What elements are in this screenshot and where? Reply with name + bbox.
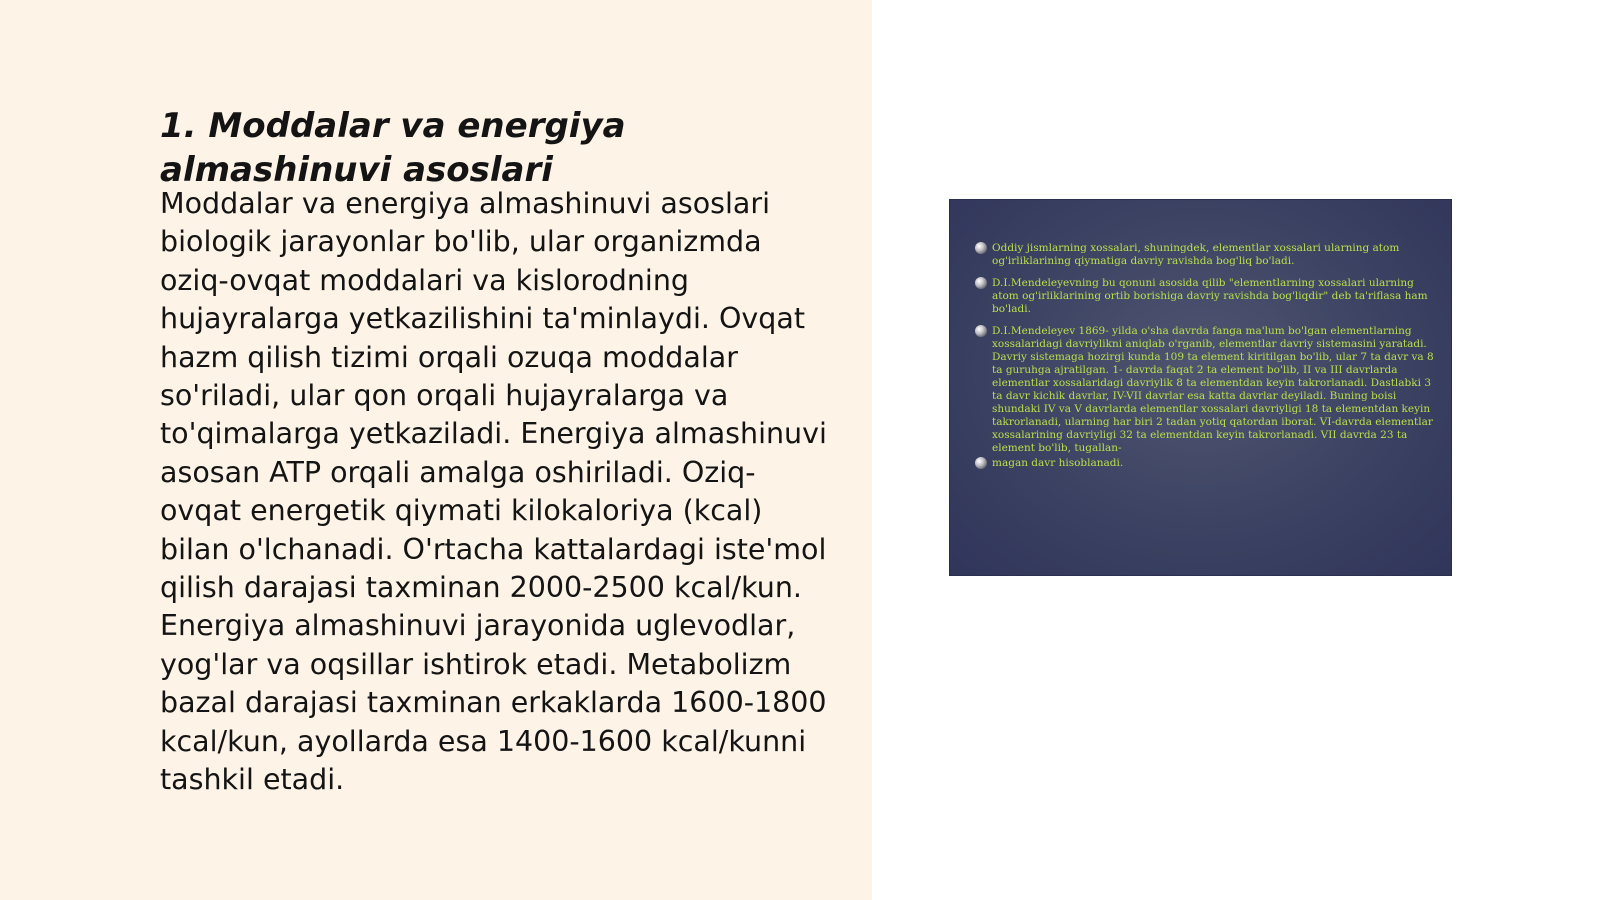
inset-bullet-text: magan davr hisoblanadi.: [992, 457, 1124, 469]
inset-image: [950, 200, 1451, 575]
slide-body-text: Moddalar va energiya almashinuvi asoslari biologik jarayonlar bo'lib, ular organizmda oziq-ovqat moddalari va kislorodning hujayralarga yetkazilishini ta'minlaydi. Ovqat hazm qilish tizimi orqali ozuqa moddalar so'riladi, ular qon orqali hujayralarga va to'qimalarga yetkaziladi. Energiya almashinuvi asosan ATP orqali amalga oshiriladi. Oziq-ovqat energetik qiymati kilokaloriya (kcal) bilan o'lchanadi. O'rtacha kattalardagi iste'mol qilish darajasi taxminan 2000-2500 kcal/kun. Energiya almashinuvi jarayonida uglevodlar, yog'lar va oqsillar ishtirok etadi. Metabolizm bazal darajasi taxminan erkaklarda 1600-1800 kcal/kun, ayollarda esa 1400-1600 kcal/kunni tashkil etadi.: [160, 187, 827, 797]
bullet-icon: [975, 457, 987, 469]
inset-bullet-item: [992, 325, 1440, 455]
inset-bullet-text: Oddiy jismlarning xossalari, shuningdek, elementlar xossalari ularning atom og'irliklarining qiymatiga davriy ravishda bog'liq bo'ladi.: [992, 242, 1400, 267]
inset-bullet-item: [992, 242, 1440, 268]
inset-bullet-item: [992, 457, 1440, 470]
inset-bullet-item: [992, 277, 1440, 316]
inset-bullet-text: D.I.Mendeleyevning bu qonuni asosida qilib "elementlarning xossalari ularning atom og'irliklarining ortib borishiga davriy ravishda bog'liqdir" deb ta'riflasa ham bo'ladi.: [992, 277, 1428, 315]
bullet-icon: [975, 325, 987, 337]
inset-bullet-text: D.I.Mendeleyev 1869- yilda o'sha davrda fanga ma'lum bo'lgan elementlarning xossalaridagi davriylikni aniqlab o'rganib, elementlar davriy sistemasini yaratadi. Davriy sistemaga hozirgi kunda 109 ta element kiritilgan bo'lib, ular 7 ta davr va 8 ta guruhga ajratilgan. 1- davrda faqat 2 ta element bo'lib, II va III davrlarda elementlar xossalaridagi davriylik 8 ta elementdan keyin takrorlanadi. Dastlabki 3 ta davr kichik davrlar, IV-VII davrlar esa katta davrlar deyiladi. Buning boisi shundaki IV va V davrlarda elementlar xossalari davriyligi 18 ta elementdan keyin takrorlanadi, ularning har biri 2 tadan yotiq qatordan iborat. VI-davrda elementlar xossalarining davriyligi 32 ta elementdan keyin takrorlanadi. VII davrda 23 ta element bo'lib, tugallan-: [992, 325, 1434, 454]
bullet-icon: [975, 242, 987, 254]
bullet-icon: [975, 277, 987, 289]
slide-title: 1. Moddalar va energiya almashinuvi asoslari: [160, 106, 626, 190]
inset-bullet-list: [992, 242, 1440, 479]
